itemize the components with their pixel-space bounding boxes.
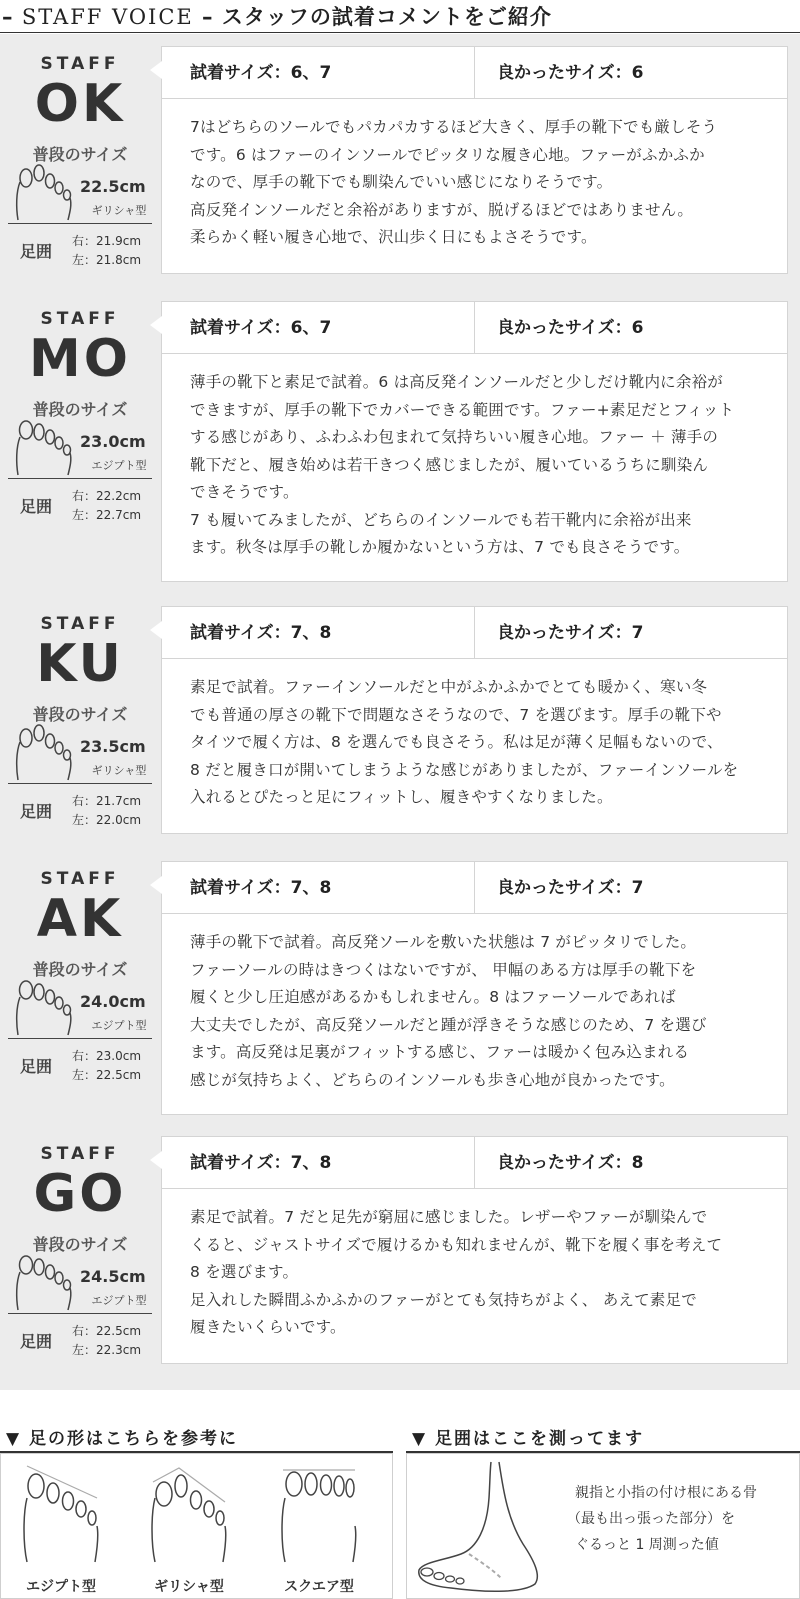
speech-pointer — [150, 316, 162, 334]
girth-left: 左：22.3cm — [72, 1343, 142, 1357]
staff-label: STAFF — [40, 614, 120, 634]
comment-text — [162, 914, 787, 1114]
egyptian-foot-icon — [14, 979, 74, 1037]
usual-size-label: 普段のサイズ — [32, 705, 128, 724]
usual-size-label: 普段のサイズ — [32, 1235, 128, 1254]
greek-foot-icon — [14, 164, 74, 222]
good-size: 良かったサイズ：7 — [497, 878, 644, 898]
staff-label: STAFF — [40, 869, 120, 889]
comment-line: でも普通の厚さの靴下で問題なさそうなので、7 を選びます。厚手の靴下や — [190, 705, 722, 724]
tried-size: 試着サイズ：7、8 — [190, 878, 332, 898]
comment-line: 8 だと履き口が開いてしまうような感じがありましたが、ファーインソールを — [190, 760, 739, 779]
comment-line: 8 を選びます。 — [190, 1263, 299, 1281]
staff-initials: OK — [34, 74, 126, 134]
girth-note-line: ぐるっと 1 周測った値 — [575, 1537, 719, 1553]
foot-type: エジプト型 — [91, 1019, 147, 1032]
page-header — [0, 0, 800, 33]
girth-label: 足囲 — [20, 1332, 53, 1351]
size-summary — [162, 47, 787, 99]
comment-card — [161, 301, 788, 582]
staff-label: STAFF — [40, 309, 120, 329]
comment-line: 靴下だと、履き始めは若干きつく感じましたが、履いているうちに馴染ん — [190, 455, 709, 474]
tried-size: 試着サイズ：6、7 — [190, 63, 332, 83]
tried-size: 試着サイズ：7、8 — [190, 623, 332, 643]
foot-type: ギリシャ型 — [91, 764, 147, 777]
comment-line: なので、厚手の靴下でも馴染んでいい感じになりそうです。 — [190, 173, 613, 191]
girth-guide-heading: ▼ 足囲はここを測ってます — [412, 1429, 644, 1449]
comment-text — [162, 659, 787, 833]
comment-line: できそうです。 — [190, 483, 299, 501]
girth-left: 左：22.5cm — [72, 1068, 142, 1082]
staff-initials: KU — [36, 634, 124, 694]
comment-line: 大丈夫でしたが、高反発ソールだと踵が浮きそうな感じのため、7 を選び — [190, 1015, 707, 1034]
girth-right: 右：22.5cm — [72, 1324, 142, 1338]
girth-label: 足囲 — [20, 1057, 53, 1076]
speech-pointer — [150, 1151, 162, 1169]
comment-line: できますが、厚手の靴下でカバーできる範囲です。ファー+素足だとフィット — [190, 400, 735, 419]
comment-card — [161, 46, 788, 274]
size-summary — [162, 1137, 787, 1189]
foot-shape-box — [0, 1453, 393, 1599]
shape-label-square: スクエア型 — [284, 1579, 354, 1595]
speech-pointer — [150, 61, 162, 79]
usual-size-value: 22.5cm — [80, 177, 146, 196]
comment-card — [161, 861, 788, 1115]
comment-line: 7 も履いてみましたが、どちらのインソールでも若干靴内に余裕が出来 — [190, 510, 692, 529]
girth-right: 右：22.2cm — [72, 489, 142, 503]
staff-initials: MO — [29, 329, 131, 389]
size-summary — [162, 607, 787, 659]
comment-line: する感じがあり、ふわふわ包まれて気持ちいい履き心地。ファー ＋ 薄手の — [190, 428, 719, 446]
staff-label: STAFF — [40, 54, 120, 74]
usual-size-value: 24.0cm — [80, 992, 146, 1011]
page-title: – STAFF VOICE – スタッフの試着コメントをご紹介 — [2, 5, 552, 29]
comment-line: ファーソールの時はきつくはないですが、 甲幅のある方は厚手の靴下を — [190, 960, 697, 979]
usual-size-value: 23.5cm — [80, 737, 146, 756]
comment-line: 7はどちらのソールでもパカパカするほど大きく、厚手の靴下でも厳しそう — [190, 118, 718, 136]
comment-line: 高反発インソールだと余裕がありますが、脱げるほどではありません。 — [190, 200, 694, 219]
title-en: STAFF VOICE — [21, 5, 194, 29]
usual-size-value: 23.0cm — [80, 432, 146, 451]
good-size: 良かったサイズ：6 — [497, 318, 644, 338]
comment-line: 素足で試着。ファーインソールだと中がふかふかでとても暖かく、寒い冬 — [190, 678, 708, 696]
staff-initials: AK — [36, 889, 124, 949]
comment-line: 素足で試着。7 だと足先が窮屈に感じました。レザーやファーが馴染んで — [190, 1208, 708, 1226]
girth-right: 右：21.9cm — [72, 234, 142, 248]
girth-label: 足囲 — [20, 802, 53, 821]
greek-foot-icon — [14, 724, 74, 782]
divider — [8, 783, 152, 784]
comment-line: 薄手の靴下と素足で試着。6 は高反発インソールだと少しだけ靴内に余裕が — [190, 373, 723, 391]
egyptian-foot-icon — [14, 419, 74, 477]
comment-line: タイツで履く方は、8 を選んでも良さそう。私は足が薄く足幅もないので、 — [190, 733, 723, 751]
size-summary — [162, 862, 787, 914]
usual-size-label: 普段のサイズ — [32, 400, 128, 419]
comment-text — [162, 1189, 787, 1363]
comment-text — [162, 354, 787, 581]
title-jp: スタッフの試着コメントをご紹介 — [221, 5, 552, 29]
egyptian-foot-icon — [14, 1254, 74, 1312]
comment-line: 薄手の靴下で試着。高反発ソールを敷いた状態は 7 がピッタリでした。 — [190, 933, 697, 951]
good-size: 良かったサイズ：6 — [497, 63, 644, 83]
good-size: 良かったサイズ：7 — [497, 623, 644, 643]
girth-note-line: （最も出っ張った部分）を — [567, 1511, 735, 1527]
divider — [8, 478, 152, 479]
girth-guide-box — [406, 1453, 800, 1599]
speech-pointer — [150, 876, 162, 894]
comment-card — [161, 606, 788, 834]
comment-line: くると、ジャストサイズで履けるかも知れませんが、靴下を履く事を考えて — [190, 1235, 723, 1254]
comment-card — [161, 1136, 788, 1364]
shape-label-egyptian: エジプト型 — [26, 1579, 96, 1595]
girth-right: 右：23.0cm — [72, 1049, 142, 1063]
usual-size-label: 普段のサイズ — [32, 960, 128, 979]
girth-left: 左：22.7cm — [72, 508, 142, 522]
comment-line: 足入れした瞬間ふかふかのファーがとても気持ちがよく、 あえて素足で — [190, 1290, 697, 1309]
comment-line: です。6 はファーのインソールでピッタリな履き心地。ファーがふかふか — [190, 145, 705, 164]
tried-size: 試着サイズ：7、8 — [190, 1153, 332, 1173]
girth-left: 左：21.8cm — [72, 253, 142, 267]
tried-size: 試着サイズ：6、7 — [190, 318, 332, 338]
comment-line: 履きたいくらいです。 — [190, 1318, 346, 1336]
square-shape-icon — [279, 1464, 359, 1564]
divider — [8, 223, 152, 224]
foot-type: ギリシャ型 — [91, 204, 147, 217]
usual-size-label: 普段のサイズ — [32, 145, 128, 164]
foot-type: エジプト型 — [91, 1294, 147, 1307]
size-summary — [162, 302, 787, 354]
foot-shape-heading: ▼ 足の形はこちらを参考に — [6, 1429, 238, 1449]
greek-shape-icon — [149, 1464, 229, 1564]
comment-line: 感じが気持ちよく、どちらのインソールも歩き心地が良かったです。 — [190, 1070, 675, 1089]
divider — [8, 1038, 152, 1039]
good-size: 良かったサイズ：8 — [497, 1153, 644, 1173]
comment-line: ます。高反発は足裏がフィットする感じ、ファーは暖かく包み込まれる — [190, 1043, 690, 1061]
staff-initials: GO — [33, 1164, 127, 1224]
girth-label: 足囲 — [20, 497, 53, 516]
egyptian-shape-icon — [21, 1464, 101, 1564]
shape-label-greek: ギリシャ型 — [154, 1579, 224, 1595]
girth-label: 足囲 — [20, 242, 53, 261]
comment-line: 柔らかく軽い履き心地で、沢山歩く日にもよさそうです。 — [190, 228, 597, 246]
staff-label: STAFF — [40, 1144, 120, 1164]
divider — [8, 1313, 152, 1314]
girth-note-line: 親指と小指の付け根にある骨 — [575, 1485, 757, 1501]
usual-size-value: 24.5cm — [80, 1267, 146, 1286]
foot-type: エジプト型 — [91, 459, 147, 472]
foot-side-icon — [411, 1458, 561, 1596]
comment-line: 入れるとぴたっと足にフィットし、履きやすくなりました。 — [190, 788, 613, 806]
comment-line: 履くと少し圧迫感があるかもしれません。8 はファーソールであれば — [190, 988, 676, 1006]
girth-right: 右：21.7cm — [72, 794, 142, 808]
staff-comments-section — [0, 34, 800, 1390]
girth-left: 左：22.0cm — [72, 813, 142, 827]
speech-pointer — [150, 621, 162, 639]
comment-text — [162, 99, 787, 273]
comment-line: ます。秋冬は厚手の靴しか履かないという方は、7 でも良さそうです。 — [190, 538, 690, 556]
